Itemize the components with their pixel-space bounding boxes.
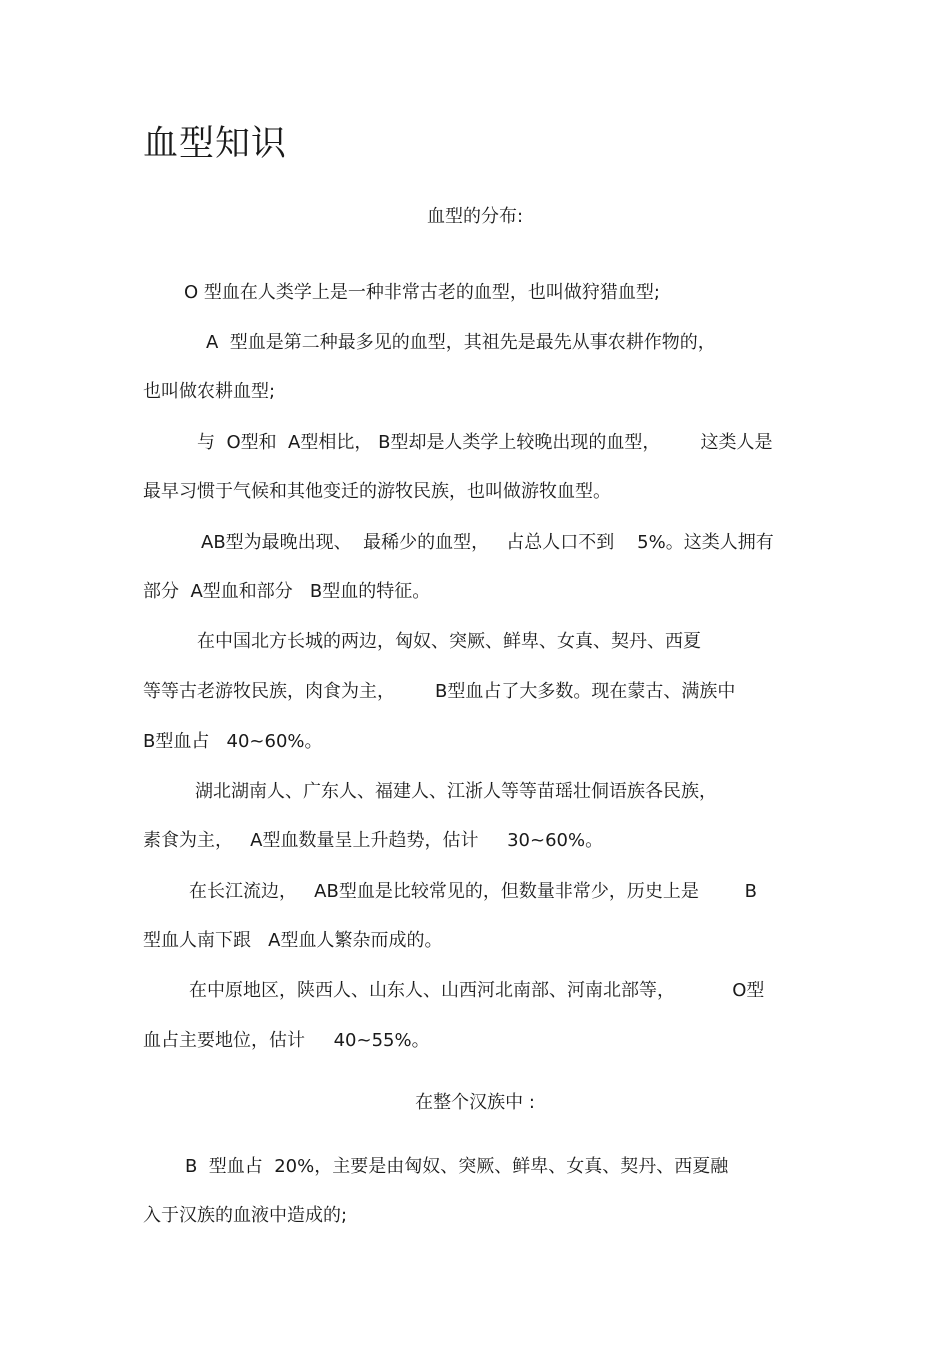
paragraph-han-line-2: 入于汉族的血液中造成的; — [143, 1205, 348, 1226]
paragraph-a-type-line-2: 也叫做农耕血型; — [143, 381, 276, 402]
section-heading-han: 在整个汉族中 : — [415, 1092, 535, 1113]
document-title: 血型知识 — [143, 124, 288, 164]
paragraph-south-line-2: 素食为主， A型血数量呈上升趋势，估计 30~60%。 — [143, 830, 604, 851]
paragraph-north-line-2: 等等古老游牧民族，肉食为主， B型血占了大多数。现在蒙古、满族中 — [143, 681, 736, 702]
paragraph-o-type-line-1: O 型血在人类学上是一种非常古老的血型，也叫做狩猎血型; — [184, 282, 660, 303]
section-heading-distribution: 血型的分布: — [426, 206, 524, 227]
paragraph-b-type-line-1: 与 O型和 A型相比， B型却是人类学上较晚出现的血型， 这类人是 — [197, 432, 773, 453]
paragraph-yangtze-line-1: 在长江流边， AB型血是比较常见的，但数量非常少，历史上是 B — [189, 881, 757, 902]
paragraph-north-line-3: B型血占 40~60%。 — [143, 731, 323, 752]
paragraph-a-type-line-1: A 型血是第二种最多见的血型，其祖先是最先从事农耕作物的， — [206, 332, 716, 353]
paragraph-b-type-line-2: 最早习惯于气候和其他变迁的游牧民族，也叫做游牧血型。 — [143, 481, 611, 502]
paragraph-central-line-2: 血占主要地位，估计 40~55%。 — [143, 1030, 430, 1051]
paragraph-yangtze-line-2: 型血人南下跟 A型血人繁杂而成的。 — [143, 930, 443, 951]
paragraph-ab-type-line-2: 部分 A型血和部分 B型血的特征。 — [143, 581, 431, 602]
paragraph-central-line-1: 在中原地区，陕西人、山东人、山西河北南部、河南北部等， O型 — [189, 980, 765, 1001]
paragraph-south-line-1: 湖北湖南人、广东人、福建人、江浙人等等苗瑶壮侗语族各民族， — [195, 781, 717, 802]
paragraph-north-line-1: 在中国北方长城的两边，匈奴、突厥、鲜卑、女真、契丹、西夏 — [197, 631, 701, 652]
paragraph-han-line-1: B 型血占 20%，主要是由匈奴、突厥、鲜卑、女真、契丹、西夏融 — [185, 1156, 729, 1177]
paragraph-ab-type-line-1: AB型为最晚出现、 最稀少的血型， 占总人口不到 5%。这类人拥有 — [201, 532, 774, 553]
